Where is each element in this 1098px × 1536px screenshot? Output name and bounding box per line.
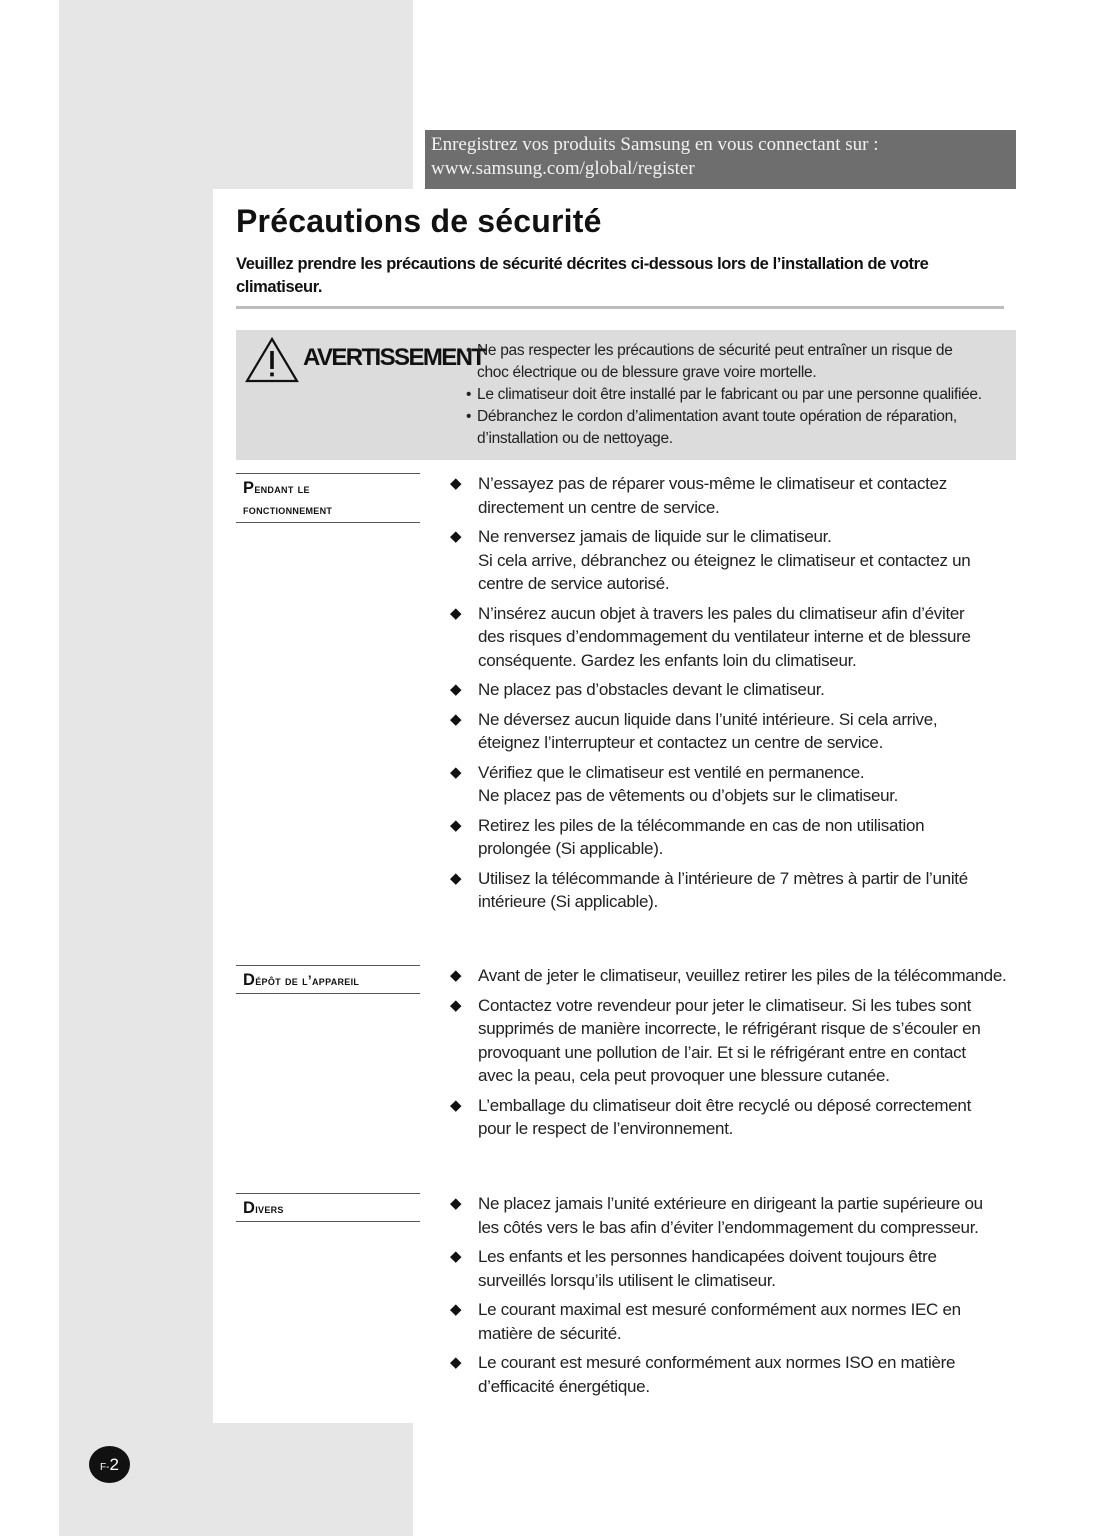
section-items-misc <box>449 1192 1039 1404</box>
list-item-line: Le courant est mesuré conformément aux normes ISO en matière <box>478 1353 956 1372</box>
diamond-bullet-icon: ◆ <box>450 1248 462 1265</box>
warning-item: • Débranchez le cordon d’alimentation avant toute opération de réparation, d’installation ou de nettoyage. <box>466 406 1014 450</box>
list-item <box>449 814 1039 861</box>
list-item-line: pour le respect de l’environnement. <box>478 1119 734 1138</box>
register-banner <box>425 130 1016 189</box>
list-item-line: Ne placez pas d’obstacles devant le climatiseur. <box>478 680 825 699</box>
list-item-line: avec la peau, cela peut provoquer une blessure cutanée. <box>478 1066 890 1085</box>
list-item-line: surveillés lorsqu’ils utilisent le climatiseur. <box>478 1270 776 1290</box>
warning-label: AVERTISSEMENT <box>303 344 485 371</box>
list-item-line: matière de sécurité. <box>478 1323 622 1343</box>
diamond-bullet-icon: ◆ <box>450 967 462 984</box>
list-item-line: éteignez l’interrupteur et contactez un centre de service. <box>478 733 884 752</box>
list-item-line: Le courant maximal est mesuré conformément aux normes IEC en <box>478 1300 961 1319</box>
section-label-misc: Divers <box>236 1193 420 1222</box>
intro-divider <box>236 306 1004 309</box>
list-item-line: Vérifiez que le climatiseur est ventilé en permanence. <box>478 762 865 782</box>
list-item-line: Ne renversez jamais de liquide sur le climatiseur. <box>478 527 832 546</box>
list-item <box>449 602 1039 673</box>
register-banner-url: www.samsung.com/global/register <box>431 158 695 179</box>
section-items-operation <box>449 472 1039 920</box>
diamond-bullet-icon: ◆ <box>450 681 462 698</box>
section-label-disposal: Dépôt de l’appareil <box>236 965 420 994</box>
list-item <box>449 1094 1039 1141</box>
diamond-bullet-icon: ◆ <box>450 1195 462 1212</box>
list-item <box>449 472 1039 519</box>
list-item-line: les côtés vers le bas afin d’éviter l’endommagement du compresseur. <box>478 1217 979 1237</box>
list-item <box>449 964 1039 988</box>
warning-triangle-icon <box>244 336 300 384</box>
diamond-bullet-icon: ◆ <box>450 816 462 834</box>
list-item <box>449 1351 1039 1398</box>
warning-list <box>466 340 1014 450</box>
diamond-bullet-icon: ◆ <box>450 1096 462 1114</box>
list-item-line: centre de service autorisé. <box>478 574 670 593</box>
diamond-bullet-icon: ◆ <box>450 528 462 545</box>
list-item-line: prolongée (Si applicable). <box>478 839 663 858</box>
list-item-line: directement un centre de service. <box>478 497 720 517</box>
list-item <box>449 525 1039 596</box>
diamond-bullet-icon: ◆ <box>450 475 462 492</box>
list-item-line: conséquente. Gardez les enfants loin du climatiseur. <box>478 650 857 670</box>
list-item-line: d’efficacité énergétique. <box>478 1376 650 1396</box>
diamond-bullet-icon: ◆ <box>450 1301 462 1318</box>
list-item-line: des risques d’endommagement du ventilateur interne et de blessure <box>478 627 971 646</box>
list-item-line: Ne déversez aucun liquide dans l’unité intérieure. Si cela arrive, <box>478 709 938 729</box>
section-label-operation: Pendant le fonctionnement <box>236 473 420 523</box>
list-item <box>449 708 1039 755</box>
diamond-bullet-icon: ◆ <box>450 996 462 1014</box>
list-item-line: Ne placez jamais l’unité extérieure en dirigeant la partie supérieure ou <box>478 1194 983 1213</box>
register-banner-line1: Enregistrez vos produits Samsung en vous connectant sur : <box>431 134 879 155</box>
list-item <box>449 867 1039 914</box>
diamond-bullet-icon: ◆ <box>450 763 462 781</box>
diamond-bullet-icon: ◆ <box>450 604 462 622</box>
list-item-line: N’essayez pas de réparer vous-même le climatiseur et contactez <box>478 474 947 493</box>
diamond-bullet-icon: ◆ <box>450 1354 462 1371</box>
list-item-line: N’insérez aucun objet à travers les pales du climatiseur afin d’éviter <box>478 603 965 623</box>
page-title: Précautions de sécurité <box>236 203 602 239</box>
warning-item: • Le climatiseur doit être installé par le fabricant ou par une personne qualifiée. <box>466 384 1014 406</box>
diamond-bullet-icon: ◆ <box>450 869 462 887</box>
list-item-line: intérieure (Si applicable). <box>478 892 658 911</box>
list-item <box>449 1245 1039 1292</box>
intro-text: Veuillez prendre les précautions de sécurité décrites ci-dessous lors de l’installation de votre climatiseur. <box>236 255 929 296</box>
list-item-line: Retirez les piles de la télécommande en cas de non utilisation <box>478 815 925 835</box>
list-item <box>449 678 1039 702</box>
diamond-bullet-icon: ◆ <box>450 710 462 728</box>
list-item-line: Utilisez la télécommande à l’intérieure de 7 mètres à partir de l’unité <box>478 868 968 888</box>
warning-item: • Ne pas respecter les précautions de sécurité peut entraîner un risque de choc électrique ou de blessure grave voire mortelle. <box>466 340 1014 384</box>
list-item-line: supprimés de manière incorrecte, le réfrigérant risque de s’écouler en <box>478 1019 981 1038</box>
page-number-badge: F-2 <box>89 1446 130 1483</box>
section-items-disposal <box>449 964 1039 1147</box>
list-item <box>449 1192 1039 1239</box>
list-item <box>449 1298 1039 1345</box>
list-item-line: provoquant une pollution de l’air. Et si le réfrigérant entre en contact <box>478 1042 966 1062</box>
list-item-line: Les enfants et les personnes handicapées doivent toujours être <box>478 1247 937 1266</box>
list-item-line: Contactez votre revendeur pour jeter le climatiseur. Si les tubes sont <box>478 995 972 1015</box>
list-item-line: Si cela arrive, débranchez ou éteignez le climatiseur et contactez un <box>478 550 971 570</box>
warning-box <box>236 330 1016 460</box>
list-item <box>449 761 1039 808</box>
list-item-line: Avant de jeter le climatiseur, veuillez retirer les piles de la télécommande. <box>478 966 1007 985</box>
list-item <box>449 994 1039 1088</box>
list-item-line: L’emballage du climatiseur doit être recyclé ou déposé correctement <box>478 1095 972 1115</box>
list-item-line: Ne placez pas de vêtements ou d’objets sur le climatiseur. <box>478 786 899 805</box>
